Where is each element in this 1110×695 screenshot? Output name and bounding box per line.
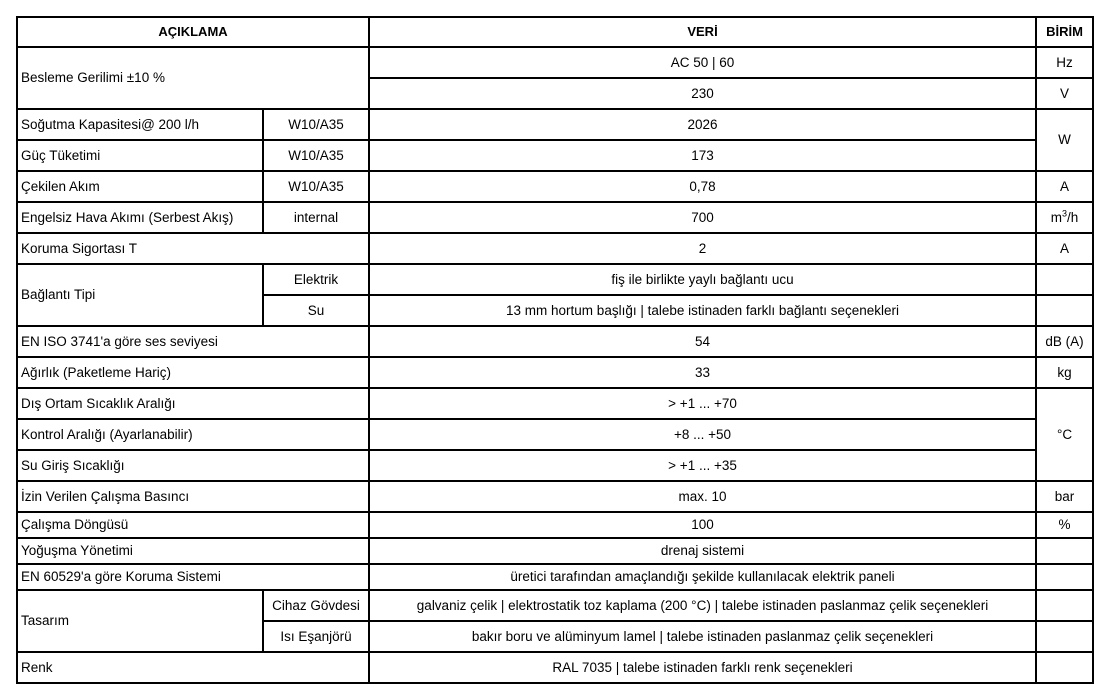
duty-cycle-unit: % xyxy=(1036,512,1093,538)
fuse-value: 2 xyxy=(369,233,1036,264)
current-draw-condition: W10/A35 xyxy=(263,171,369,202)
airflow-value: 700 xyxy=(369,202,1036,233)
condensate-value: drenaj sistemi xyxy=(369,538,1036,564)
current-draw-unit: A xyxy=(1036,171,1093,202)
cooling-capacity-value: 2026 xyxy=(369,109,1036,140)
fuse-label: Koruma Sigortası T xyxy=(17,233,369,264)
color-value: RAL 7035 | talebe istinaden farklı renk seçenekleri xyxy=(369,652,1036,683)
table-row xyxy=(17,140,1093,171)
table-row xyxy=(17,47,1093,78)
table-row xyxy=(17,233,1093,264)
design-label: Tasarım xyxy=(17,590,263,652)
table-row xyxy=(17,202,1093,233)
design-exchanger-value: bakır boru ve alüminyum lamel | talebe istinaden paslanmaz çelik seçenekleri xyxy=(369,621,1036,652)
supply-voltage-value: 230 xyxy=(369,78,1036,109)
airflow-condition: internal xyxy=(263,202,369,233)
table-row xyxy=(17,419,1093,450)
current-draw-value: 0,78 xyxy=(369,171,1036,202)
power-consumption-value: 173 xyxy=(369,140,1036,171)
operating-pressure-unit: bar xyxy=(1036,481,1093,512)
design-housing-value: galvaniz çelik | elektrostatik toz kaplama (200 °C) | talebe istinaden paslanmaz çelik seçenekleri xyxy=(369,590,1036,621)
table-row xyxy=(17,652,1093,683)
table-row xyxy=(17,481,1093,512)
table-row xyxy=(17,512,1093,538)
protection-system-value: üretici tarafından amaçlandığı şekilde kullanılacak elektrik paneli xyxy=(369,564,1036,590)
header-row xyxy=(17,17,1093,47)
control-range-label: Kontrol Aralığı (Ayarlanabilir) xyxy=(17,419,369,450)
connection-electric-value: fiş ile birlikte yaylı bağlantı ucu xyxy=(369,264,1036,295)
supply-voltage-unit: V xyxy=(1036,78,1093,109)
connection-water-label: Su xyxy=(263,295,369,326)
color-label: Renk xyxy=(17,652,369,683)
control-range-value: +8 ... +50 xyxy=(369,419,1036,450)
operating-pressure-label: İzin Verilen Çalışma Basıncı xyxy=(17,481,369,512)
color-unit xyxy=(1036,652,1093,683)
connection-water-value: 13 mm hortum başlığı | talebe istinaden farklı bağlantı seçenekleri xyxy=(369,295,1036,326)
condensate-label: Yoğuşma Yönetimi xyxy=(17,538,369,564)
weight-label: Ağırlık (Paketleme Hariç) xyxy=(17,357,369,388)
noise-level-label: EN ISO 3741'a göre ses seviyesi xyxy=(17,326,369,357)
weight-value: 33 xyxy=(369,357,1036,388)
cooling-capacity-condition: W10/A35 xyxy=(263,109,369,140)
supply-frequency-unit: Hz xyxy=(1036,47,1093,78)
noise-level-unit: dB (A) xyxy=(1036,326,1093,357)
water-inlet-value: > +1 ... +35 xyxy=(369,450,1036,481)
supply-voltage-label: Besleme Gerilimi ±10 % xyxy=(17,47,369,109)
power-consumption-label: Güç Tüketimi xyxy=(17,140,263,171)
table-row xyxy=(17,326,1093,357)
water-inlet-label: Su Giriş Sıcaklığı xyxy=(17,450,369,481)
duty-cycle-value: 100 xyxy=(369,512,1036,538)
table-row xyxy=(17,171,1093,202)
airflow-unit: $m^3/h$ xyxy=(1036,202,1093,233)
condensate-unit xyxy=(1036,538,1093,564)
ambient-range-label: Dış Ortam Sıcaklık Aralığı xyxy=(17,388,369,419)
table-row xyxy=(17,264,1093,295)
operating-pressure-value: max. 10 xyxy=(369,481,1036,512)
connection-type-label: Bağlantı Tipi xyxy=(17,264,263,326)
power-consumption-condition: W10/A35 xyxy=(263,140,369,171)
table-row xyxy=(17,388,1093,419)
duty-cycle-label: Çalışma Döngüsü xyxy=(17,512,369,538)
design-exchanger-unit xyxy=(1036,621,1093,652)
connection-electric-unit xyxy=(1036,264,1093,295)
cooling-capacity-label: Soğutma Kapasitesi@ 200 l/h xyxy=(17,109,263,140)
table-row xyxy=(17,564,1093,590)
ambient-range-value: > +1 ... +70 xyxy=(369,388,1036,419)
fuse-unit: A xyxy=(1036,233,1093,264)
table-row xyxy=(17,590,1093,621)
header-description: AÇIKLAMA xyxy=(17,17,369,47)
airflow-label: Engelsiz Hava Akımı (Serbest Akış) xyxy=(17,202,263,233)
power-unit: W xyxy=(1036,109,1093,171)
noise-level-value: 54 xyxy=(369,326,1036,357)
connection-water-unit xyxy=(1036,295,1093,326)
connection-electric-label: Elektrik xyxy=(263,264,369,295)
design-housing-label: Cihaz Gövdesi xyxy=(263,590,369,621)
temperature-unit: °C xyxy=(1036,388,1093,481)
design-housing-unit xyxy=(1036,590,1093,621)
header-value: VERİ xyxy=(369,17,1036,47)
current-draw-label: Çekilen Akım xyxy=(17,171,263,202)
table-row xyxy=(17,450,1093,481)
specification-table xyxy=(16,16,1094,684)
protection-system-label: EN 60529'a göre Koruma Sistemi xyxy=(17,564,369,590)
table-row xyxy=(17,109,1093,140)
weight-unit: kg xyxy=(1036,357,1093,388)
supply-frequency-value: AC 50 | 60 xyxy=(369,47,1036,78)
header-unit: BİRİM xyxy=(1036,17,1093,47)
table-row xyxy=(17,357,1093,388)
design-exchanger-label: Isı Eşanjörü xyxy=(263,621,369,652)
protection-system-unit xyxy=(1036,564,1093,590)
table-row xyxy=(17,538,1093,564)
